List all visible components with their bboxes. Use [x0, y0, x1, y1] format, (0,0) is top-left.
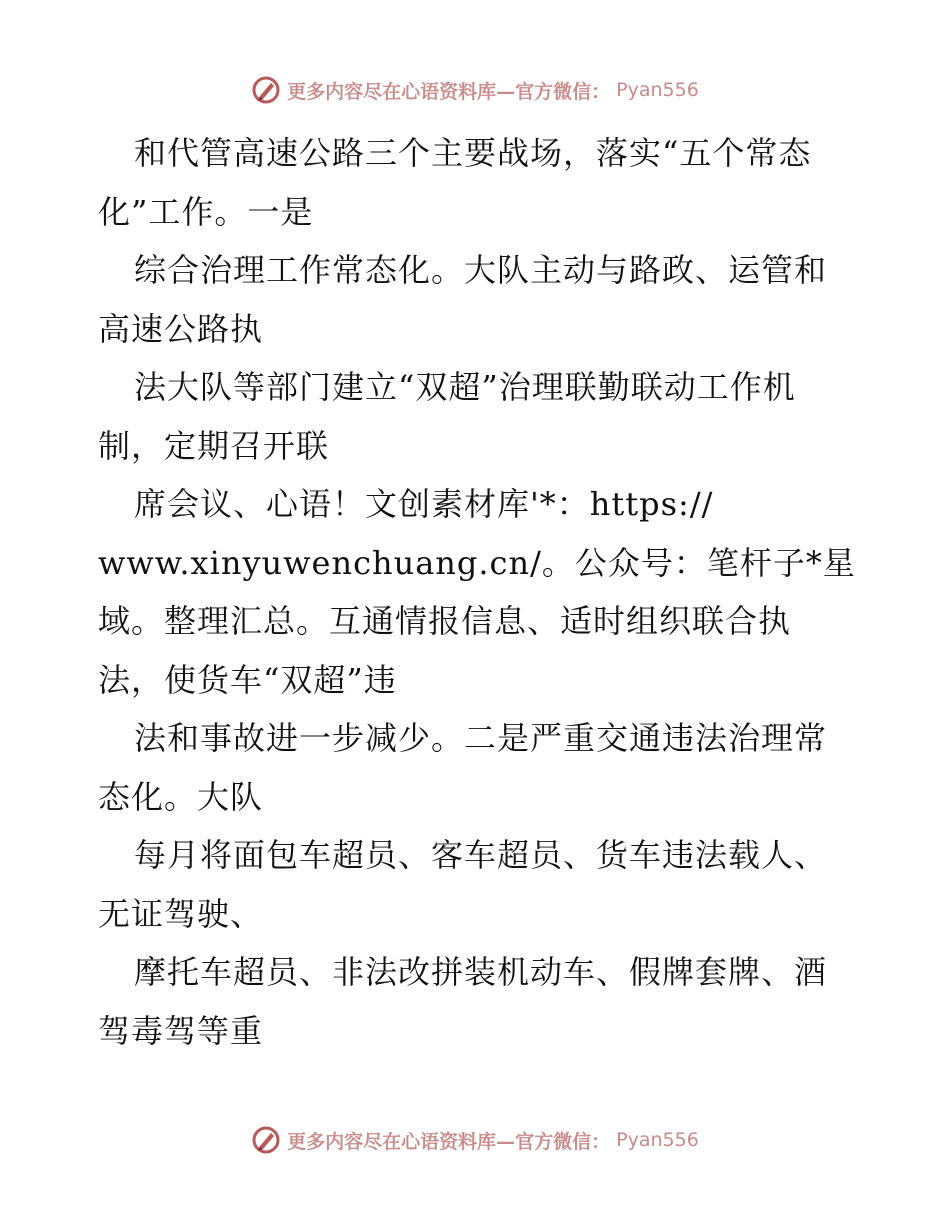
pen-logo-icon	[251, 75, 281, 105]
pen-logo-icon	[251, 1125, 281, 1155]
text-line: 法，使货车“双超”违	[98, 660, 397, 699]
text-line: 域。整理汇总。互通情报信息、适时组织联合执	[98, 602, 792, 640]
header-banner-text: 更多内容尽在心语资料库—官方微信：	[287, 80, 611, 103]
text-line: 无证驾驶、	[98, 894, 264, 933]
text-line: 每月将面包车超员、客车超员、货车违法载人、	[134, 836, 828, 874]
footer-banner-text: 更多内容尽在心语资料库—官方微信：	[287, 1130, 611, 1153]
text-line: 法大队等部门建立“双超”治理联勤联动工作机	[134, 368, 796, 406]
text-line: 综合治理工作常态化。大队主动与路政、运管和	[134, 251, 828, 289]
document-body	[98, 124, 858, 1060]
text-line: www.xinyuwenchuang.cn/。公众号：笔杆子*星	[98, 543, 856, 582]
text-line: 法和事故进一步减少。二是严重交通违法治理常	[134, 719, 828, 757]
text-line: 驾毒驾等重	[98, 1011, 264, 1050]
text-line: 席会议、心语！文创素材库'*：https://	[134, 485, 714, 523]
text-line: 摩托车超员、非法改拼装机动车、假牌套牌、酒	[134, 953, 828, 991]
text-line: 制，定期召开联	[98, 426, 330, 465]
text-line: 化”工作。一是	[98, 192, 314, 231]
header-banner	[0, 70, 950, 110]
footer-banner	[0, 1120, 950, 1160]
text-line: 态化。大队	[98, 777, 264, 816]
text-line: 和代管高速公路三个主要战场，落实“五个常态	[134, 134, 812, 172]
text-line: 高速公路执	[98, 309, 264, 348]
footer-wechat-id: Pyan556	[616, 1129, 699, 1151]
header-wechat-id: Pyan556	[616, 79, 699, 101]
